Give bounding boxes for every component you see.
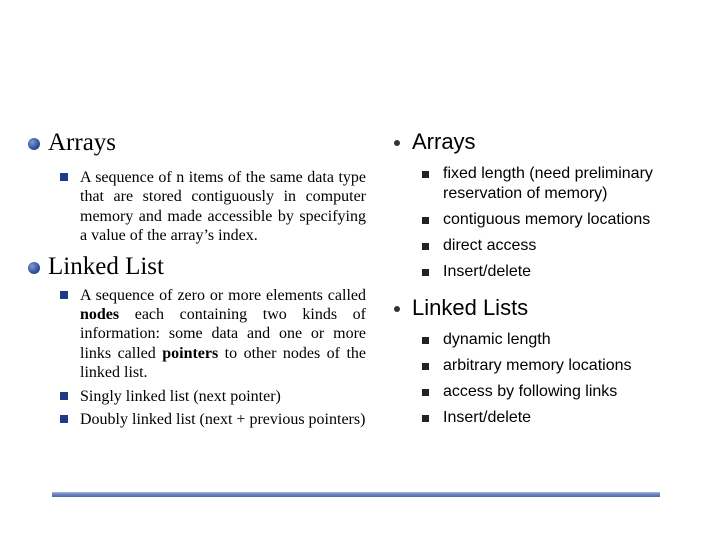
doubly-linked-item [28,410,368,429]
list-item [390,382,700,402]
list-item [390,236,700,256]
list-item [390,330,700,350]
right-column [390,128,700,434]
list-item-text: arbitrary memory locations [443,357,632,374]
bullet-square-icon [60,173,68,181]
bullet-square-icon [422,269,429,276]
arrays-definition [28,168,368,246]
list-item-text: contiguous memory locations [443,211,651,228]
bullet-square-icon [422,389,429,396]
bullet-square-icon [60,415,68,423]
bottom-divider [52,492,660,497]
bullet-dot-icon [394,140,400,146]
bullet-dot-icon [394,306,400,312]
bullet-square-icon [422,171,429,178]
right-linked-lists-heading-text: Linked Lists [412,295,529,320]
definition-part: to other nodes of the linked list. [80,344,366,382]
list-item [390,262,700,282]
right-arrays-heading-text: Arrays [412,129,476,154]
arrays-heading [28,128,368,158]
linked-list-heading-text: Linked List [48,252,164,280]
linked-list-heading [28,252,368,282]
right-arrays-heading [390,128,700,156]
bullet-square-icon [422,363,429,370]
bullet-square-icon [422,415,429,422]
bullet-square-icon [60,392,68,400]
doubly-linked-text: Doubly linked list (next + previous pointers) [80,411,366,429]
bullet-square-icon [60,291,68,299]
list-item-text: Insert/delete [443,409,532,426]
bullet-square-icon [422,337,429,344]
term-pointers: pointers [162,344,219,362]
bullet-square-icon [422,217,429,224]
list-item-text: fixed length (need preliminary reservation of memory) [443,165,653,202]
bullet-disc-icon [28,138,40,150]
list-item-text: Insert/delete [443,263,532,280]
list-item [390,164,700,204]
list-item-text: direct access [443,237,537,254]
bullet-disc-icon [28,262,40,274]
arrays-heading-text: Arrays [48,129,117,156]
list-item [390,356,700,376]
left-column [28,128,368,429]
definition-part: each containing two kinds of information: some data and one or more links called [80,306,366,362]
list-item-text: dynamic length [443,331,551,348]
singly-linked-item [28,387,368,406]
arrays-definition-text: A sequence of n items of the same data type that are stored contiguously in computer memory and made accessible by specifying a value of the array’s index. [80,169,366,245]
list-item [390,408,700,428]
singly-linked-text: Singly linked list (next pointer) [80,387,281,405]
term-nodes: nodes [80,306,120,324]
right-linked-lists-heading [390,294,700,322]
bullet-square-icon [422,243,429,250]
definition-part: A sequence of zero or more elements called [80,286,366,304]
linked-list-definition [28,286,368,383]
list-item [390,210,700,230]
list-item-text: access by following links [443,383,618,400]
